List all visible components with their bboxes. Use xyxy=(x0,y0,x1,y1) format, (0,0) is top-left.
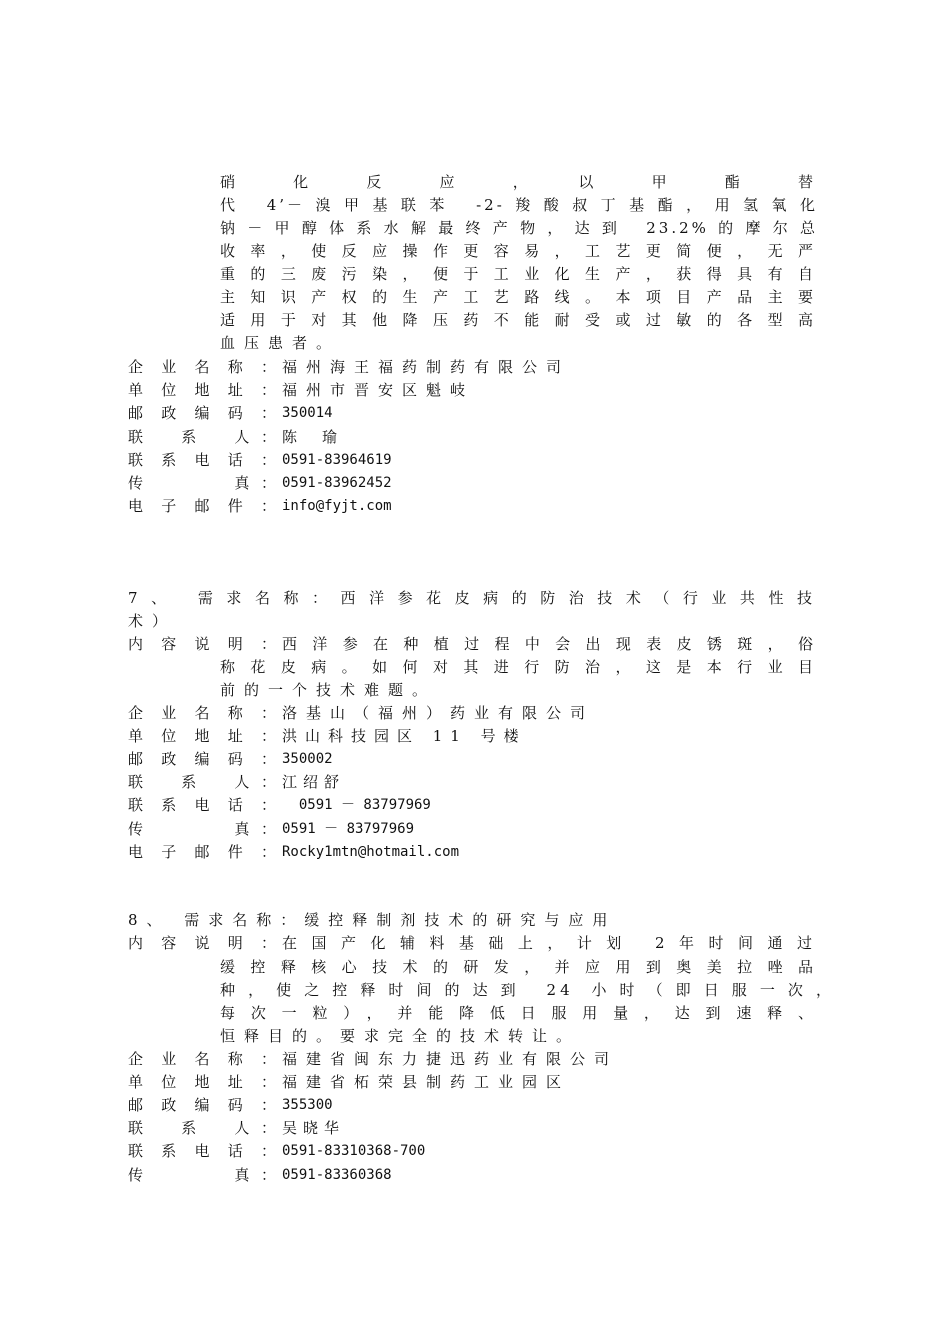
content-line: 种，使之控释时间的达到 24 小时（即日服一次， xyxy=(220,981,835,999)
field-label: 单位地址： xyxy=(128,727,276,745)
address: 洪山科技园区 11 号楼 xyxy=(282,727,527,745)
phone: 0591-83964619 xyxy=(282,452,392,468)
demand-heading: 8、 需求名称：缓控释制剂技术的研究与应用 xyxy=(128,911,617,929)
field-label: 企业名称： xyxy=(128,704,276,722)
field-label: 联系电话： xyxy=(128,451,276,469)
field-label: 联 系 人： xyxy=(128,1119,276,1137)
content-line: 前的一个技术难题。 xyxy=(220,681,437,699)
content-line: 缓控释核心技术的研发，并应用到奥美拉唑品 xyxy=(220,958,818,976)
demand-heading-cont: 术） xyxy=(128,612,177,630)
field-label: 联 系 人： xyxy=(128,428,276,446)
field-label: 传 真： xyxy=(128,1166,276,1184)
phone: 0591-83310368-700 xyxy=(282,1143,426,1159)
field-label: 邮政编码： xyxy=(128,750,276,768)
body-line: 钠－甲醇体系水解最终产物，达到 23.2%的摩尔总 xyxy=(220,219,818,237)
address: 福州市晋安区魁岐 xyxy=(282,381,475,399)
email: info@fyjt.com xyxy=(282,498,392,514)
contact-person: 江绍舒 xyxy=(282,773,346,791)
postal-code: 350002 xyxy=(282,751,333,767)
fax: 0591-83962452 xyxy=(282,475,392,491)
content-line: 西洋参在种植过程中会出现表皮锈斑，俗 xyxy=(282,635,818,653)
field-label: 单位地址： xyxy=(128,1073,276,1091)
field-label: 联系电话： xyxy=(128,796,276,814)
body-line: 收率，使反应操作更容易，工艺更简便，无严 xyxy=(220,242,818,260)
body-line: 血压患者。 xyxy=(220,334,341,352)
body-line: 硝 化 反 应 ， 以 甲 酯 替 xyxy=(220,173,818,191)
field-label: 联 系 人： xyxy=(128,773,276,791)
content-line: 每次一粒），并能降低日服用量，达到速释、 xyxy=(220,1004,818,1022)
company-name: 福建省闽东力捷迅药业有限公司 xyxy=(282,1050,619,1068)
contact-person: 吴晓华 xyxy=(282,1119,346,1137)
company-name: 福州海王福药制药有限公司 xyxy=(282,358,571,376)
phone: 0591 － 83797969 xyxy=(282,797,431,813)
field-label: 企业名称： xyxy=(128,1050,276,1068)
fax: 0591 － 83797969 xyxy=(282,821,415,837)
fax: 0591-83360368 xyxy=(282,1167,392,1183)
body-line: 代 4’－溴甲基联苯 -2-羧酸叔丁基酯，用氢氧化 xyxy=(220,196,818,214)
company-name: 洛基山（福州）药业有限公司 xyxy=(282,704,595,722)
field-label: 单位地址： xyxy=(128,381,276,399)
content-label: 内容说明： xyxy=(128,934,276,952)
content-label: 内容说明： xyxy=(128,635,276,653)
field-label: 电子邮件： xyxy=(128,843,276,861)
content-line: 恒释目的。要求完全的技术转让。 xyxy=(220,1027,581,1045)
content-line: 称花皮病。如何对其进行防治，这是本行业目 xyxy=(220,658,818,676)
address: 福建省柘荣县制药工业园区 xyxy=(282,1073,571,1091)
body-line: 主知识产权的生产工艺路线。本项目产品主要 xyxy=(220,288,818,306)
field-label: 企业名称： xyxy=(128,358,276,376)
content-line: 在国产化辅料基础上，计划 2年时间通过 xyxy=(282,934,818,952)
field-label: 电子邮件： xyxy=(128,497,276,515)
field-label: 邮政编码： xyxy=(128,404,276,422)
field-label: 邮政编码： xyxy=(128,1096,276,1114)
postal-code: 350014 xyxy=(282,405,333,421)
field-label: 传 真： xyxy=(128,820,276,838)
demand-heading: 7、 需求名称：西洋参花皮病的防治技术（行业共性技 xyxy=(128,589,818,607)
contact-person: 陈 瑜 xyxy=(282,428,343,446)
email: Rocky1mtn@hotmail.com xyxy=(282,844,460,860)
body-line: 适用于对其他降压药不能耐受或过敏的各型高 xyxy=(220,311,818,329)
body-line: 重的三废污染，便于工业化生产，获得具有自 xyxy=(220,265,818,283)
field-label: 传 真： xyxy=(128,474,276,492)
field-label: 联系电话： xyxy=(128,1142,276,1160)
postal-code: 355300 xyxy=(282,1097,333,1113)
